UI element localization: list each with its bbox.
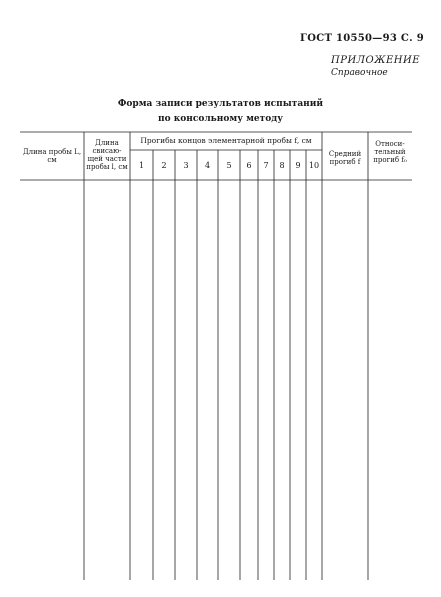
- form-title-line2: по консольному методу: [158, 114, 283, 124]
- col-number-8: 8: [279, 161, 285, 170]
- col-number-3: 3: [183, 161, 189, 170]
- col-overhang-header: Длина свисаю-щей части пробы l, см: [86, 139, 128, 171]
- col-relative-header: Относи-тельный прогиб f₀: [373, 140, 407, 164]
- appendix-title: ПРИЛОЖЕНИЕ: [331, 55, 420, 66]
- col-number-5: 5: [226, 161, 232, 170]
- col-length-header: Длина пробы L, см: [22, 148, 82, 164]
- col-number-9: 9: [295, 161, 301, 170]
- standard-header: ГОСТ 10550—93 С. 9: [300, 33, 424, 44]
- deflection-group-header: Прогибы концов элементарной пробы f, см: [140, 136, 312, 145]
- col-mean-header: Средний прогиб f: [328, 150, 362, 166]
- col-number-7: 7: [263, 161, 269, 170]
- col-number-10: 10: [308, 161, 320, 170]
- col-number-4: 4: [204, 161, 211, 170]
- appendix-subtitle: Справочное: [331, 68, 388, 78]
- col-number-6: 6: [246, 161, 252, 170]
- col-number-1: 1: [138, 161, 145, 170]
- form-title-line1: Форма записи результатов испытаний: [117, 99, 324, 109]
- col-number-2: 2: [161, 161, 167, 170]
